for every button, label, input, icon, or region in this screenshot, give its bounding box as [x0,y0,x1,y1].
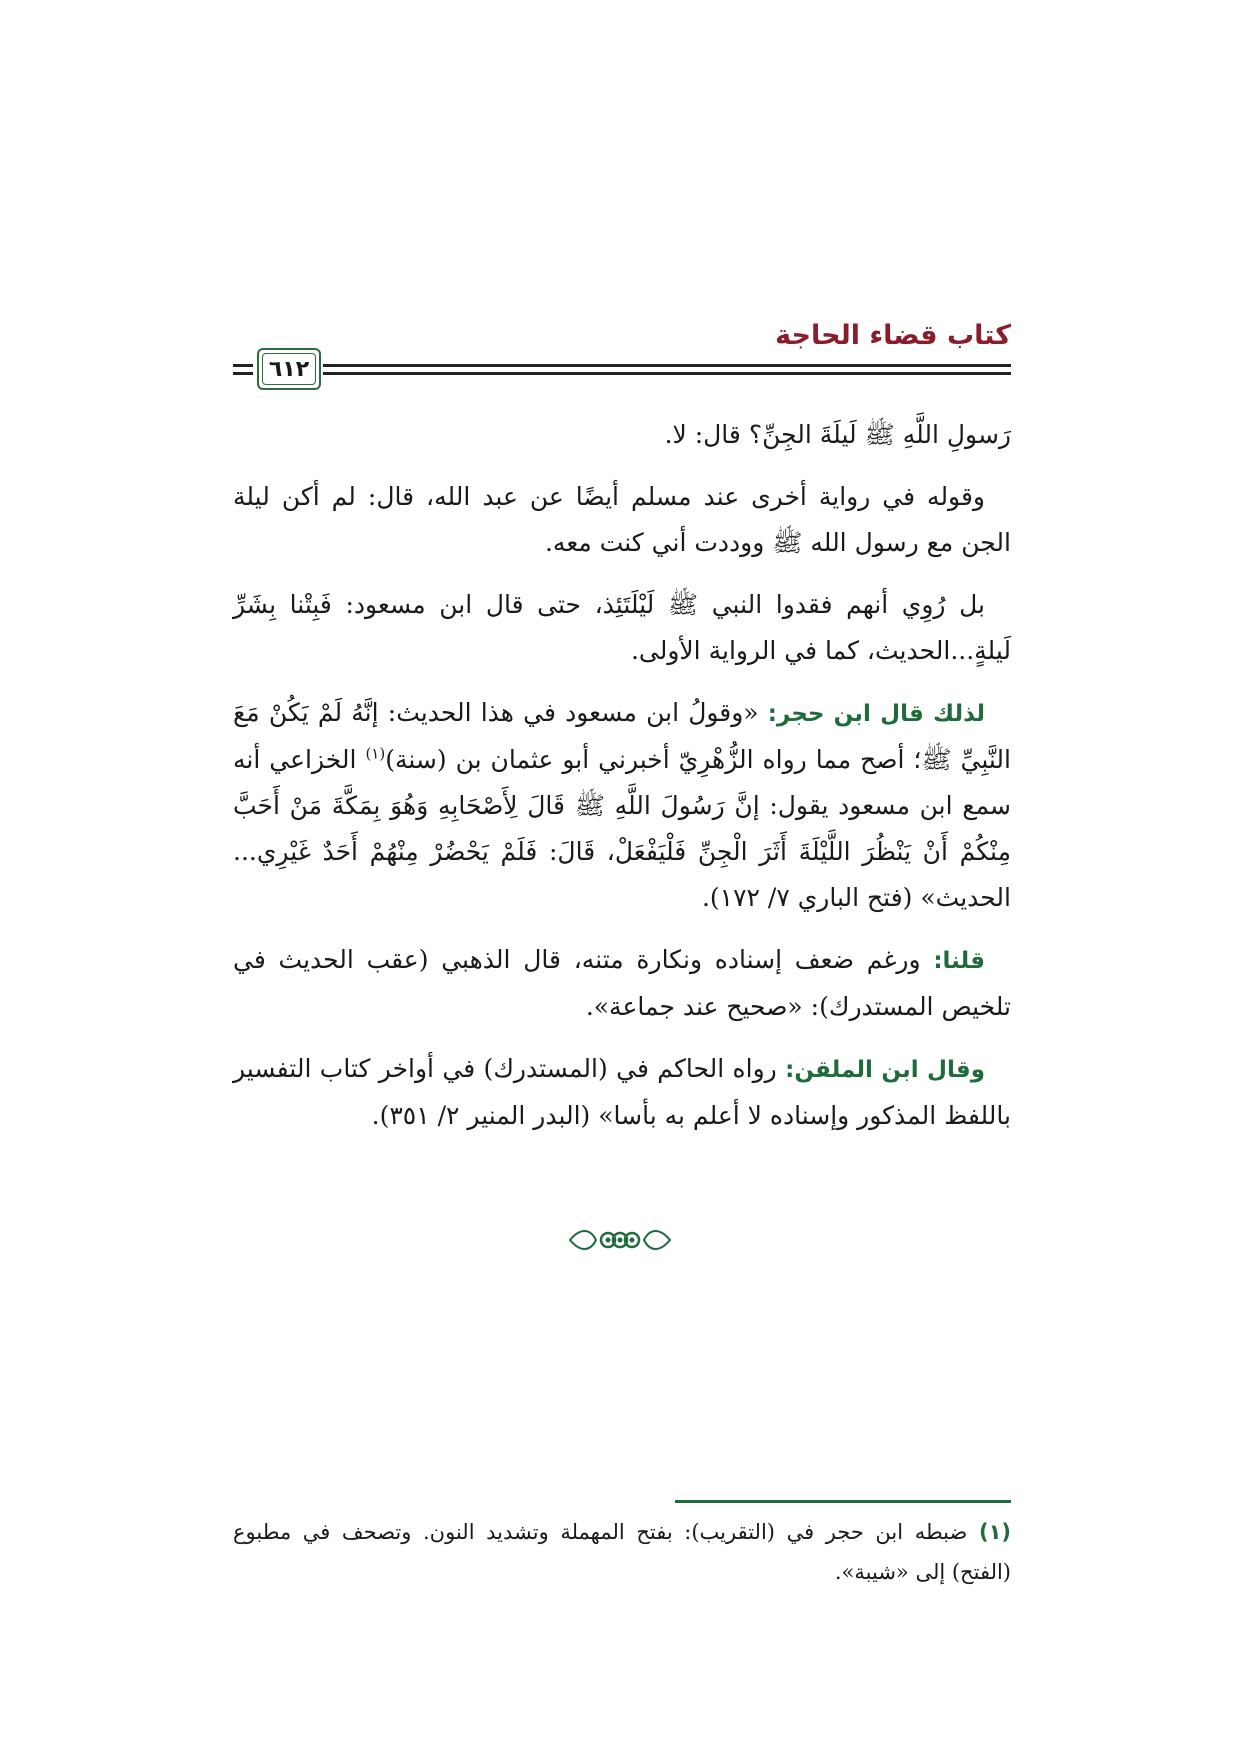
page-number-badge [257,348,321,390]
paragraph: وقوله في رواية أخرى عند مسلم أيضًا عن عبد الله، قال: لم أكن ليلة الجن مع رسول الله ﷺ ووددت أني كنت معه. [233,482,1011,557]
footnote-reference[interactable]: (١) [365,744,386,763]
footnote [233,1512,1011,1592]
header-rule [233,372,253,375]
footnote-number: (١) [978,1520,1011,1544]
header-rule [323,372,1011,375]
paragraph-text: الخزاعي أنه سمع ابن مسعود يقول: إنَّ رَسُولَ اللَّهِ ﷺ قَالَ لِأَصْحَابِهِ وَهُوَ بِمَكَّةَ مَنْ أَحَبَّ مِنْكُمْ أَنْ يَنْظُرَ اللَّيْلَةَ أَثَرَ الْجِنِّ فَلْيَفْعَلْ، قَالَ: فَلَمْ يَحْضُرْ مِنْهُمْ أَحَدٌ غَيْرِي... الحديث» (فتح الباري ٧/ ١٧٢). [233,745,1011,912]
paragraph-text: ورغم ضعف إسناده ونكارة متنه، قال الذهبي (عقب الحديث في تلخيص المستدرك): «صحيح عند جماعة». [233,945,1011,1021]
page-number: ٦١٢ [268,356,310,382]
section-end-ornament [560,1220,680,1260]
paragraph [233,1046,1011,1139]
header-rule [323,364,1011,367]
paragraph-text: «وقولُ ابن مسعود في هذا الحديث: إنَّهُ لَمْ يَكُنْ مَعَ النَّبِيِّ ﷺ؛ أصح مما رواه الزُّهْرِيّ أخبرني أبو عثمان بن (سنة) [233,698,1011,774]
paragraph-lead: لذلك قال ابن حجر: [767,701,986,727]
paragraph-text: رواه الحاكم في (المستدرك) في أواخر كتاب التفسير باللفظ المذكور وإسناده لا أعلم به بأسا» (البدر المنير ٢/ ٣٥١). [233,1054,1011,1130]
book-title: كتاب قضاء الحاجة [775,320,1011,351]
paragraph-lead: وقال ابن الملقن: [785,1057,985,1083]
paragraph-lead: قلنا: [933,948,985,974]
paragraph [233,690,1011,921]
footnote-text: ضبطه ابن حجر في (التقريب): بفتح المهملة وتشديد النون. وتصحف في مطبوع (الفتح) إلى «شيبة». [233,1520,1011,1584]
main-text [233,412,1011,1155]
page-header [233,318,1011,396]
paragraph: رَسولِ اللَّهِ ﷺ لَيلَةَ الجِنِّ؟ قال: لا. [664,420,1011,449]
footnote-divider [675,1500,1011,1503]
ornament-icon [560,1220,680,1260]
paragraph: بل رُوِي أنهم فقدوا النبي ﷺ لَيْلَتَئِذ، حتى قال ابن مسعود: فَبِتْنا بِشَرِّ لَيلةٍ...الحديث، كما في الرواية الأولى. [233,590,1011,665]
paragraph [233,937,1011,1030]
header-rule [233,364,253,367]
